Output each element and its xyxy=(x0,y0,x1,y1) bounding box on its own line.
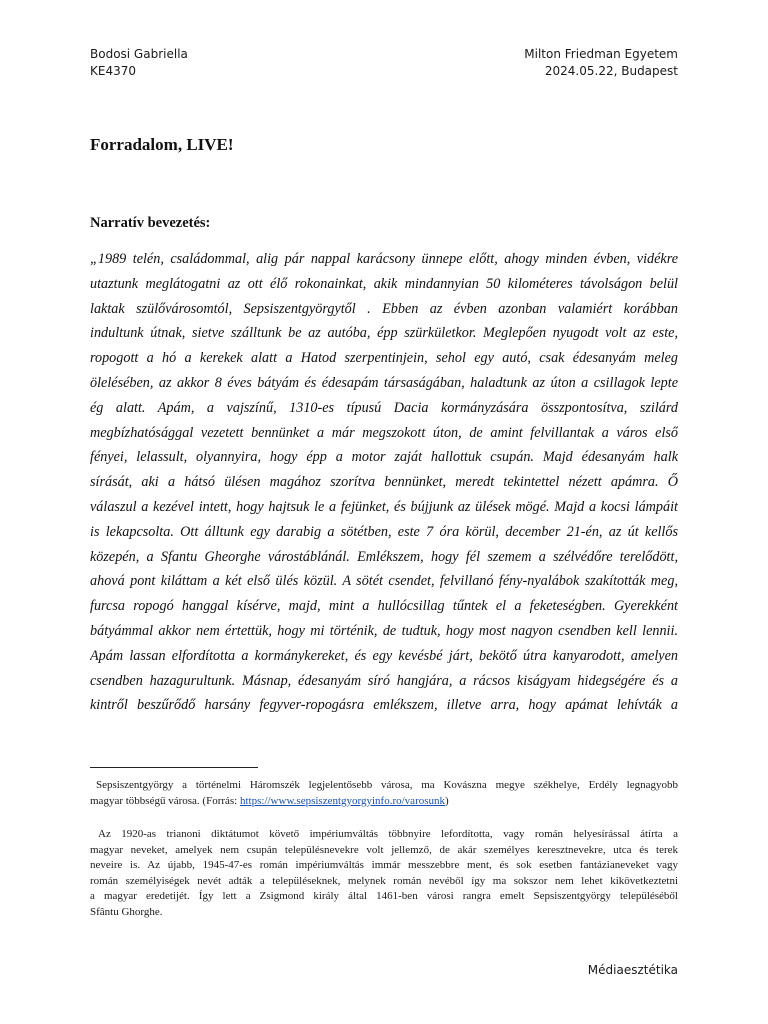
body-line: kintről beszűrődő harsány fegyver-ropogásra emlékszem, illetve arra, hogy apámat lehívták a xyxy=(90,697,678,714)
footnote-2-line: Sfântu Ghorghe. xyxy=(90,905,163,918)
body-line: válaszul a kezével intett, hogy hajtsuk le a fejünket, és bújjunk az ülések mögé. Majd a kocsi lámpáit xyxy=(90,498,678,515)
footnote-1 xyxy=(90,778,678,809)
body-line: sírását, aki a hátsó ülésen magához szorítva bennünket, meredt tekintettel nézett apámra. Ő xyxy=(90,474,678,491)
body-line: fényei, lelassult, olyannyira, hogy épp a motor zaját hallottuk csupán. Majd édesanyám halk xyxy=(90,449,678,466)
body-line: ropogott a hó a kerekek alatt a Hatod szerpentinjein, sehol egy autó, csak édesanyám meleg xyxy=(90,350,678,367)
body-line: közepén, a Sfantu Gheorghe várostáblánál. Emlékszem, hogy fél szemem a szélvédőre terelődött, xyxy=(90,548,678,565)
student-id: KE4370 xyxy=(90,64,136,78)
date-place: 2024.05.22, Budapest xyxy=(544,64,678,78)
body-line: utaztunk meglátogatni az ott élő rokonainkat, akik mindannyian 50 kilométeres távolságon belül xyxy=(90,275,678,292)
section-heading: Narratív bevezetés: xyxy=(90,215,211,231)
body-line: indultunk útnak, sietve szálltunk be az autóba, épp szürkületkor. Meglepően nyugodt volt az este, xyxy=(90,325,678,342)
body-line: ahová pont kiláttam a két első ülés közül. A sötét csendet, felvillanó fény-nyalábok szakították meg, xyxy=(90,573,678,590)
header-right-block xyxy=(524,46,678,80)
body-line: megbízhatósággal vezetett bennünket a már megszokott úton, de amint felvillantak a város első xyxy=(90,424,678,441)
footnote-1-closing: ) xyxy=(445,794,449,807)
footnote-2-line: magyar neveket, amelyek nem csupán településnevekre volt jellemző, de akár személyes keresztnevekre, utca és terek xyxy=(90,843,678,856)
narrative-paragraph xyxy=(90,247,678,718)
footnote-2-line: neveire is. Az újabb, 1945-47-es román impériumváltás immár messzebbre ment, és sok esetben fantázianeveket vagy xyxy=(90,859,678,871)
body-line: furcsa ropogó hanggal kísérve, majd, mint a hullócsillag tűntek el a feketeségben. Gyerekként xyxy=(90,598,678,615)
source-link[interactable]: https://www.sepsiszentgyorgyinfo.ro/varosunk xyxy=(240,794,446,807)
footnote-2-line: a magyar eredetijét. Így lett a Zsigmond király által 1461-ben városi rangra emelt Sepsiszentgyörgy településéből xyxy=(90,890,678,902)
body-line: „1989 telén, családommal, alig pár nappal karácsony ünnepe előtt, ahogy minden évben, vidékre xyxy=(90,251,678,267)
footnote-separator xyxy=(90,767,258,768)
institution-name: Milton Friedman Egyetem xyxy=(524,47,678,61)
body-line: ölelésében, az akkor 8 éves bátyám és édesapám társaságában, haladtunk az úton a csillagok lepte xyxy=(90,374,678,391)
footnote-2-line: román személyiségek nevét adták a településeknek, melynek román nevéből így ma sokszor nem lehet kikövetkeztetni xyxy=(90,874,678,887)
footnote-2 xyxy=(90,827,678,920)
body-line: laktak szülővárosomtól, Sepsiszentgyörgytől . Ebben az évben azonban valamiért korábban xyxy=(90,300,678,317)
footnote-2-line: Az 1920-as trianoni diktátumot követő impériumváltás többnyire lefordította, vagy román helyesírással átírta a xyxy=(98,828,678,840)
body-line: Apám lassan elfordította a kormánykereket, és egy kevésbé járt, bekötő útra kanyarodott, amelyen xyxy=(90,647,678,664)
footnote-1-line-2 xyxy=(90,794,678,810)
body-line: bátyámmal akkor nem értettük, hogy mi történik, de tudtuk, hogy most nagyon csendben kell lennii. xyxy=(90,622,678,639)
header-left-block xyxy=(90,46,188,80)
document-title: Forradalom, LIVE! xyxy=(90,135,234,154)
page-footer: Médiaesztétika xyxy=(587,963,678,977)
author-name: Bodosi Gabriella xyxy=(90,47,188,61)
footnote-1-line-1: Sepsiszentgyörgy a történelmi Háromszék legjelentősebb városa, ma Kovászna megye székhelye, Erdély legnagyobb xyxy=(96,779,678,791)
body-line: csendben hazagurultunk. Másnap, édesanyám síró hangjára, a rácsos kiságyam hidegségére és a xyxy=(90,672,678,689)
body-line: ég alatt. Apám, a vajszínű, 1310-es típusú Dacia kormányzására összpontosítva, szilárd xyxy=(90,399,678,416)
footnote-1-text: magyar többségű városa. (Forrás: xyxy=(90,794,240,807)
body-line: is lekapcsolta. Ott álltunk egy darabig a sötétben, este 7 óra körül, december 21-én, az út kellős xyxy=(90,523,678,540)
